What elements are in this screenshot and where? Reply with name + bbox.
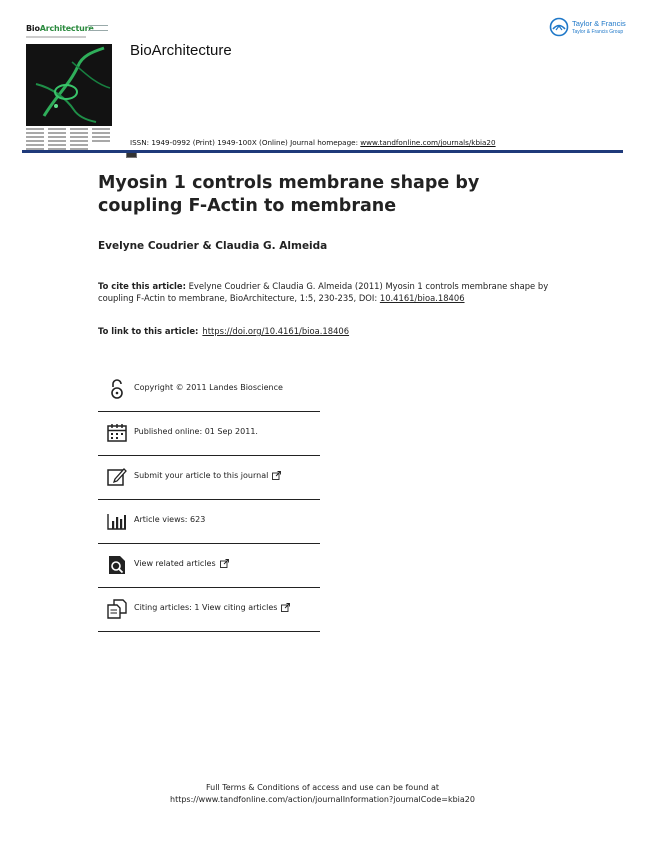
publisher-logo-name: Taylor & Francis (572, 19, 626, 28)
open-lock-icon (106, 378, 128, 400)
submit-article-link[interactable]: Submit your article to this journal (134, 471, 281, 480)
citation-label: To cite this article: (98, 281, 186, 291)
external-link-icon (272, 471, 281, 480)
publisher-logo-icon (549, 17, 569, 37)
publisher-logo-group: Taylor & Francis Group (572, 29, 624, 35)
journal-name[interactable]: BioArchitecture (130, 42, 232, 59)
issn-text: ISSN: 1949-0992 (Print) 1949-100X (Online) Journal homepage: (130, 138, 358, 147)
cover-title: BioArchitecture (26, 24, 94, 33)
footer-terms-url[interactable]: https://www.tandfonline.com/action/journalInformation?journalCode=kbia20 (170, 795, 475, 804)
journal-cover-thumbnail[interactable] (26, 20, 112, 140)
row-divider (98, 631, 320, 632)
article-views-text: Article views: 623 (134, 515, 206, 524)
issn-line (130, 138, 496, 147)
citing-articles-row[interactable] (98, 588, 320, 632)
article-doi-url[interactable]: https://doi.org/10.4161/bioa.18406 (202, 326, 350, 336)
bar-chart-icon (106, 510, 128, 532)
cover-publisher-mark (88, 25, 108, 31)
header-rule (22, 150, 623, 153)
external-link-icon (281, 603, 290, 612)
journal-homepage-link[interactable]: www.tandfonline.com/journals/kbia20 (360, 138, 496, 147)
submit-article-row[interactable] (98, 456, 320, 500)
citation-block (98, 280, 558, 304)
copyright-row (98, 368, 320, 412)
citing-articles-link[interactable]: Citing articles: 1 View citing articles (134, 603, 290, 612)
cover-divider (26, 36, 86, 38)
calendar-icon (106, 422, 128, 444)
cover-text-column (48, 128, 66, 158)
footer (0, 782, 645, 806)
related-articles-link[interactable]: View related articles (134, 559, 229, 568)
external-link-icon (220, 559, 229, 568)
publisher-logo[interactable] (549, 17, 629, 39)
article-title: Myosin 1 controls membrane shape by coupling F-Actin to membrane (98, 173, 480, 216)
citation-text: Evelyne Coudrier & Claudia G. Almeida (2011) Myosin 1 controls membrane shape by coupling F-Actin to membrane, BioArchitecture, 1:5, 230-235, DOI: (98, 281, 549, 303)
edit-document-icon (106, 466, 128, 488)
copyright-text: Copyright © 2011 Landes Bioscience (134, 383, 283, 392)
published-text: Published online: 01 Sep 2011. (134, 427, 258, 436)
article-authors: Evelyne Coudrier & Claudia G. Almeida (98, 240, 328, 252)
cover-text-column (92, 128, 110, 158)
cover-text-column (70, 128, 88, 158)
published-row (98, 412, 320, 456)
article-views-row (98, 500, 320, 544)
cover-image (26, 44, 112, 126)
cover-text-column (26, 128, 44, 158)
footer-terms-text: Full Terms & Conditions of access and use can be found at (205, 783, 439, 792)
related-articles-row[interactable] (98, 544, 320, 588)
article-link-line (98, 326, 349, 336)
document-search-icon (106, 554, 128, 576)
doi-link[interactable]: 10.4161/bioa.18406 (379, 293, 465, 303)
article-link-label: To link to this article: (98, 326, 199, 336)
citing-documents-icon (106, 598, 128, 620)
